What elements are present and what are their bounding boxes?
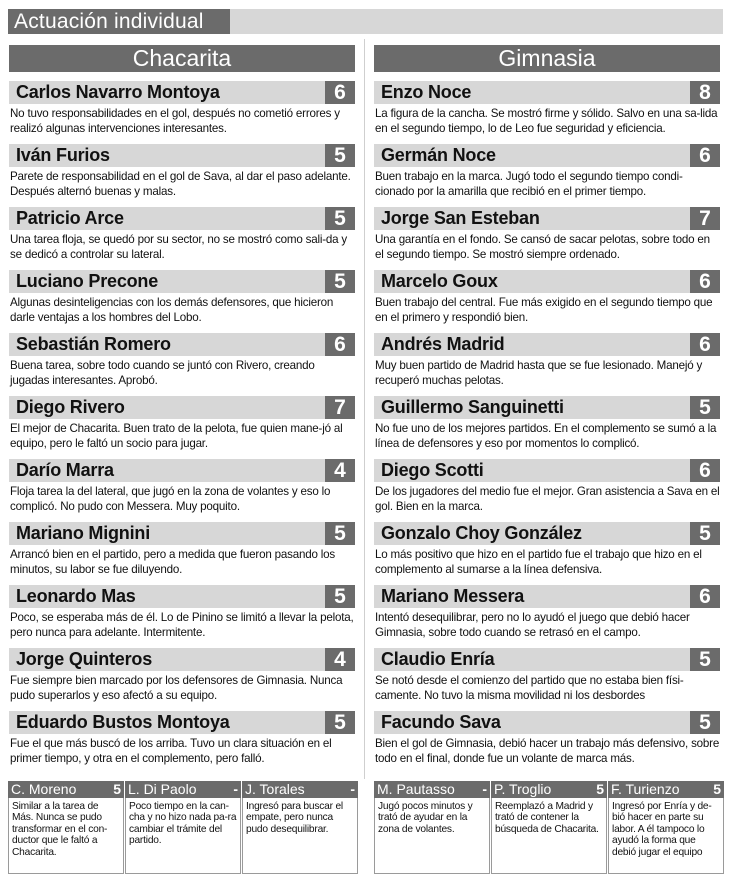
substitute-card <box>608 781 724 874</box>
player-header <box>9 522 355 545</box>
player-card <box>374 522 720 585</box>
player-header <box>9 396 355 419</box>
team-header: Gimnasia <box>374 45 720 72</box>
player-header <box>374 522 720 545</box>
player-score: 6 <box>690 459 720 482</box>
player-card <box>374 333 720 396</box>
player-name: Andrés Madrid <box>381 334 505 354</box>
player-card <box>374 396 720 459</box>
substitute-card <box>242 781 358 874</box>
player-header <box>374 396 720 419</box>
player-header <box>9 81 355 104</box>
player-score: 8 <box>690 81 720 104</box>
substitute-description: Reemplazó a Madrid y trató de contener la búsqueda de Chacarita. <box>491 798 607 874</box>
player-score: 7 <box>690 207 720 230</box>
substitute-name: F. Turienzo <box>611 781 680 797</box>
player-name: Diego Rivero <box>16 397 125 417</box>
player-card <box>374 648 720 711</box>
player-header <box>9 711 355 734</box>
player-card <box>374 207 720 270</box>
substitute-header <box>8 781 124 798</box>
player-header <box>374 333 720 356</box>
player-name: Enzo Noce <box>381 82 472 102</box>
player-score: 5 <box>690 648 720 671</box>
player-name: Mariano Mignini <box>16 523 150 543</box>
player-header <box>374 270 720 293</box>
player-description: Fue siempre bien marcado por los defensores de Gimnasia. Nunca pudo superarlos y eso afectó a su equipo. <box>10 674 343 702</box>
player-name: Darío Marra <box>16 460 114 480</box>
player-description: Muy buen partido de Madrid hasta que se fue lesionado. Manejó y recuperó muchas pelotas. <box>375 359 703 387</box>
column-divider <box>364 39 365 779</box>
player-score: 6 <box>690 333 720 356</box>
player-description: Arrancó bien en el partido, pero a medida que fueron pasando los minutos, su labor se fue diluyendo. <box>10 548 335 576</box>
player-description: Fue el que más buscó de los arriba. Tuvo un clara situación en el primer tiempo, y otra en el complemento, pero falló. <box>10 737 332 765</box>
player-card <box>9 648 355 711</box>
substitute-header <box>242 781 358 798</box>
player-description: No fue uno de los mejores partidos. En el complemento se sumó a la línea de defensores y eso por momentos lo complicó. <box>375 422 717 450</box>
player-header <box>9 648 355 671</box>
player-header <box>374 81 720 104</box>
player-name: Germán Noce <box>381 145 496 165</box>
player-name: Guillermo Sanguinetti <box>381 397 564 417</box>
player-score: 5 <box>325 711 355 734</box>
player-card <box>374 459 720 522</box>
substitute-score: 5 <box>596 781 604 797</box>
player-header <box>9 144 355 167</box>
player-name: Carlos Navarro Montoya <box>16 82 220 102</box>
player-description: Floja tarea la del lateral, que jugó en la zona de volantes y eso lo complicó. No pudo con Messera. Muy poquito. <box>10 485 331 513</box>
player-header <box>9 585 355 608</box>
substitute-card <box>8 781 124 874</box>
player-name: Leonardo Mas <box>16 586 136 606</box>
substitutes-gimnasia <box>374 781 724 874</box>
team-column-chacarita <box>9 45 355 774</box>
substitute-card <box>374 781 490 874</box>
player-description: Poco, se esperaba más de él. Lo de Pinino se limitó a llevar la pelota, pero nunca para adelante. Intermitente. <box>10 611 354 639</box>
substitute-header <box>491 781 607 798</box>
player-description: Una garantía en el fondo. Se cansó de sacar pelotas, sobre todo en el segundo tiempo. Se mostró siempre ordenado. <box>375 233 710 261</box>
player-score: 5 <box>325 522 355 545</box>
player-header <box>9 459 355 482</box>
player-card <box>9 144 355 207</box>
player-score: 5 <box>690 711 720 734</box>
player-header <box>374 459 720 482</box>
player-header <box>374 711 720 734</box>
player-header <box>9 270 355 293</box>
player-header <box>374 144 720 167</box>
player-score: 7 <box>325 396 355 419</box>
player-description: Bien el gol de Gimnasia, debió hacer un trabajo más defensivo, sobre todo en el final, donde fue un volante de marca más. <box>375 737 720 765</box>
player-name: Patricio Arce <box>16 208 124 228</box>
substitute-score: - <box>233 781 238 797</box>
substitute-description: Poco tiempo en la can-cha y no hizo nada pa-ra cambiar el trámite del partido. <box>125 798 241 874</box>
player-description: Buen trabajo del central. Fue más exigido en el segundo tiempo que en el primero y respondió bien. <box>375 296 713 324</box>
player-header <box>374 648 720 671</box>
player-score: 5 <box>325 270 355 293</box>
player-score: 4 <box>325 648 355 671</box>
player-header <box>374 207 720 230</box>
player-card <box>374 270 720 333</box>
player-description: Buena tarea, sobre todo cuando se juntó con Rivero, creando jugadas interesantes. Aprobó. <box>10 359 315 387</box>
substitute-header <box>374 781 490 798</box>
player-card <box>374 711 720 774</box>
player-description: Parete de responsabilidad en el gol de Sava, al dar el paso adelante. Después alternó buenas y malas. <box>10 170 351 198</box>
player-description: Se notó desde el comienzo del partido que no estaba bien físi-camente. No tuvo la misma movilidad ni los desbordes <box>375 674 684 702</box>
substitute-name: P. Troglio <box>494 781 552 797</box>
player-header <box>9 333 355 356</box>
player-card <box>374 144 720 207</box>
substitute-name: L. Di Paolo <box>128 781 197 797</box>
player-score: 5 <box>690 522 720 545</box>
player-card <box>9 207 355 270</box>
player-name: Eduardo Bustos Montoya <box>16 712 230 732</box>
substitute-header <box>608 781 724 798</box>
substitute-name: M. Pautasso <box>377 781 455 797</box>
player-name: Gonzalo Choy González <box>381 523 582 543</box>
player-score: 5 <box>325 585 355 608</box>
player-score: 6 <box>325 333 355 356</box>
substitute-score: - <box>482 781 487 797</box>
player-name: Sebastián Romero <box>16 334 171 354</box>
section-title: Actuación individual <box>8 9 230 34</box>
player-header <box>9 207 355 230</box>
player-description: No tuvo responsabilidades en el gol, después no cometió errores y realizó algunas intervenciones interesantes. <box>10 107 340 135</box>
player-name: Marcelo Goux <box>381 271 498 291</box>
player-description: De los jugadores del medio fue el mejor. Gran asistencia a Sava en el gol. Bien en la marca. <box>375 485 720 513</box>
substitute-score: 5 <box>113 781 121 797</box>
player-card <box>9 396 355 459</box>
player-name: Mariano Messera <box>381 586 525 606</box>
substitute-name: C. Moreno <box>11 781 77 797</box>
player-score: 6 <box>325 81 355 104</box>
player-score: 6 <box>690 144 720 167</box>
substitutes-chacarita <box>8 781 358 874</box>
substitute-card <box>491 781 607 874</box>
player-score: 5 <box>325 144 355 167</box>
team-header: Chacarita <box>9 45 355 72</box>
player-card <box>9 81 355 144</box>
substitute-description: Ingresó por Enría y de-bió hacer en parte su labor. A él tampoco lo ayudó la forma que debió jugar el equipo <box>608 798 724 874</box>
player-description: Intentó desequilibrar, pero no lo ayudó el juego que debió hacer Gimnasia, sobre todo cuando se retrasó en el campo. <box>375 611 690 639</box>
team-column-gimnasia <box>374 45 720 774</box>
player-description: Una tarea floja, se quedó por su sector, no se mostró como sali-da y se dedicó a controlar su lateral. <box>10 233 347 261</box>
player-card <box>9 333 355 396</box>
player-name: Diego Scotti <box>381 460 484 480</box>
substitute-header <box>125 781 241 798</box>
player-header <box>374 585 720 608</box>
substitute-description: Ingresó para buscar el empate, pero nunca pudo desequilibrar. <box>242 798 358 874</box>
player-name: Luciano Precone <box>16 271 159 291</box>
player-description: El mejor de Chacarita. Buen trato de la pelota, fue quien mane-jó al equipo, pero le faltó un socio para jugar. <box>10 422 343 450</box>
player-name: Claudio Enría <box>381 649 495 669</box>
player-score: 4 <box>325 459 355 482</box>
player-name: Jorge San Esteban <box>381 208 540 228</box>
player-score: 6 <box>690 270 720 293</box>
player-name: Iván Furios <box>16 145 110 165</box>
player-card <box>9 585 355 648</box>
player-description: La figura de la cancha. Se mostró firme y sólido. Salvo en una sa-lida en el segundo tiempo, lo de Leo fue seguridad y eficiencia. <box>375 107 718 135</box>
player-card <box>9 459 355 522</box>
player-score: 6 <box>690 585 720 608</box>
substitute-name: J. Torales <box>245 781 305 797</box>
player-score: 5 <box>690 396 720 419</box>
substitute-description: Jugó pocos minutos y trató de ayudar en la zona de volantes. <box>374 798 490 874</box>
player-description: Algunas desinteligencias con los demás defensores, que hicieron darle ventajas a los hombres del Lobo. <box>10 296 334 324</box>
player-score: 5 <box>325 207 355 230</box>
player-card <box>9 270 355 333</box>
substitute-description: Similar a la tarea de Más. Nunca se pudo transformar en el con-ductor que le faltó a Chacarita. <box>8 798 124 874</box>
player-description: Buen trabajo en la marca. Jugó todo el segundo tiempo condi-cionado por la amarilla que recibió en el primer tiempo. <box>375 170 683 198</box>
player-card <box>374 81 720 144</box>
substitute-card <box>125 781 241 874</box>
substitute-score: - <box>350 781 355 797</box>
player-card <box>374 585 720 648</box>
player-card <box>9 711 355 774</box>
player-card <box>9 522 355 585</box>
substitute-score: 5 <box>713 781 721 797</box>
player-name: Jorge Quinteros <box>16 649 153 669</box>
player-name: Facundo Sava <box>381 712 501 732</box>
player-description: Lo más positivo que hizo en el partido fue el trabajo que hizo en el complemento al sumarse a la línea defensiva. <box>375 548 702 576</box>
